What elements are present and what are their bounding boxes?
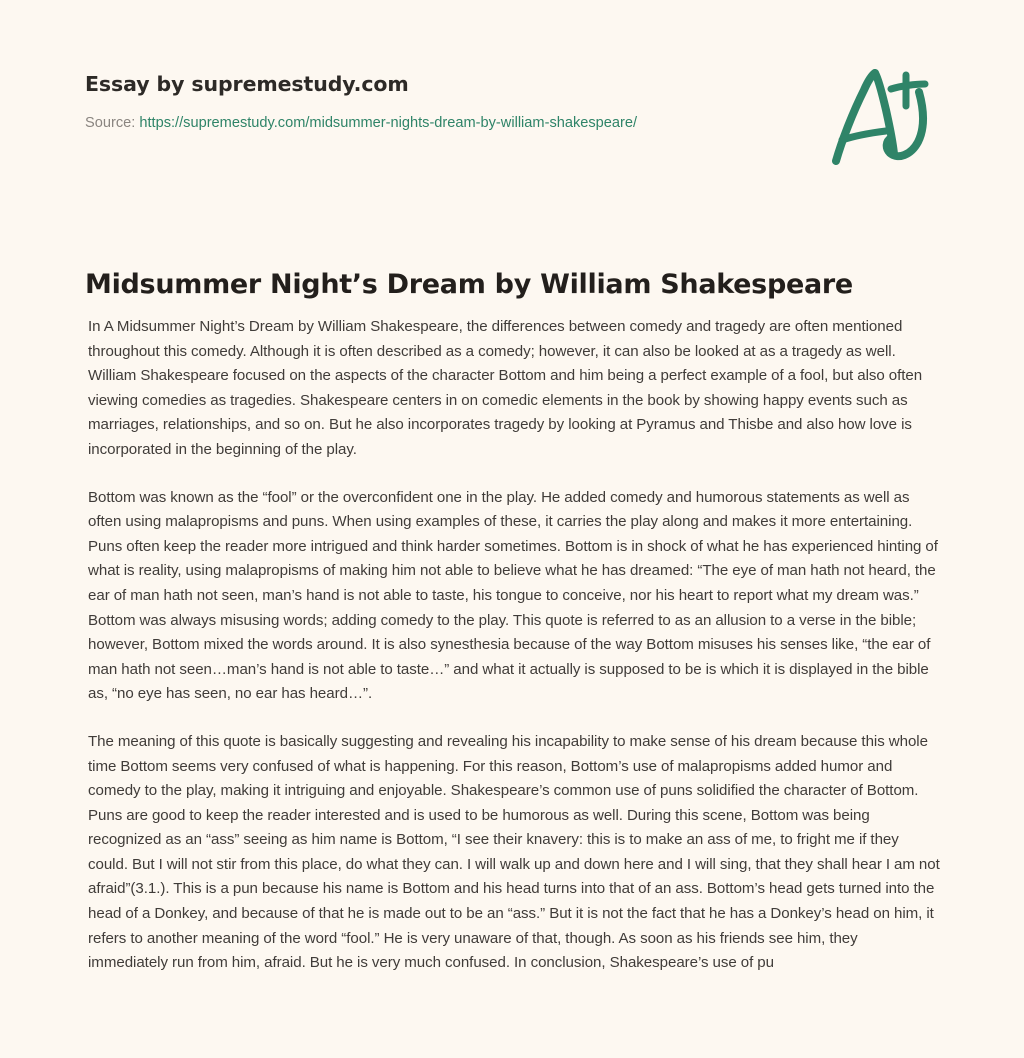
source-line xyxy=(85,114,845,133)
paragraph: Bottom was known as the “fool” or the overconfident one in the play. He added comedy and humorous statements as well as often using malapropisms and puns. When using examples of these, it carries the play along and makes it more entertaining. Puns often keep the reader more intrigued and think harder sometimes. Bottom is in shock of what he has experienced hinting of what is reality, using malapropisms of making him not able to believe what he has dreamed: “The eye of man hath not heard, the ear of man hath not seen, man’s hand is not able to taste, his tongue to conceive, nor his heart to report what my dream was.” Bottom was always misusing words; adding comedy to the play. This quote is referred to as an allusion to a verse in the bible; however, Bottom mixed the words around. It is also synesthesia because of the way Bottom misuses his senses like, “the ear of man hath not seen…man’s hand is not able to taste…” and what it actually is supposed to be is which it is displayed in the bible as, “no eye has seen, no ear has heard…”. xyxy=(88,488,938,703)
essay-byline: Essay by supremestudy.com xyxy=(85,72,409,96)
paragraph: In A Midsummer Night’s Dream by William Shakespeare, the differences between comedy and tragedy are often mentioned throughout this comedy. Although it is often described as a comedy; however, it can also be looked at as a tragedy as well. William Shakespeare focused on the aspects of the character Bottom and him being a perfect example of a fool, but also often viewing comedies as tragedies. Shakespeare centers in on comedic elements in the book by showing happy events such as marriages, relationships, and so on. But he also incorporates tragedy by looking at Pyramus and Thisbe and also how love is incorporated in the beginning of the play. xyxy=(88,318,923,458)
source-url-link[interactable]: https://supremestudy.com/midsummer-nights-dream-by-william-shakespeare/ xyxy=(139,114,638,131)
a-plus-logo-icon xyxy=(806,48,956,176)
source-label: Source: xyxy=(85,114,136,131)
page-title: Midsummer Night’s Dream by William Shakespeare xyxy=(85,269,853,301)
paragraph: The meaning of this quote is basically suggesting and revealing his incapability to make sense of his dream because this whole time Bottom seems very confused of what is happening. For this reason, Bottom’s use of malapropisms added humor and comedy to the play, making it intriguing and enjoyable. Shakespeare’s common use of puns solidified the character of Bottom. Puns are good to keep the reader interested and is used to be humorous as well. During this scene, Bottom was being recognized as an “ass” seeing as him name is Bottom, “I see their knavery: this is to make an ass of me, to fright me if they could. But I will not stir from this place, do what they can. I will walk up and down here and I will sing, that they shall hear I am not afraid”(3.1.). This is a pun because his name is Bottom and his head turns into that of an ass. Bottom’s head gets turned into the head of a Donkey, and because of that he is made out to be an “ass.” But it is not the fact that he has a Donkey’s head on him, it refers to another meaning of the word “fool.” He is very unaware of that, though. As soon as his friends see him, they immediately run from him, afraid. But he is very much confused. In conclusion, Shakespeare’s use of pu xyxy=(88,732,940,972)
essay-body xyxy=(88,315,940,1058)
document-header xyxy=(85,72,845,133)
